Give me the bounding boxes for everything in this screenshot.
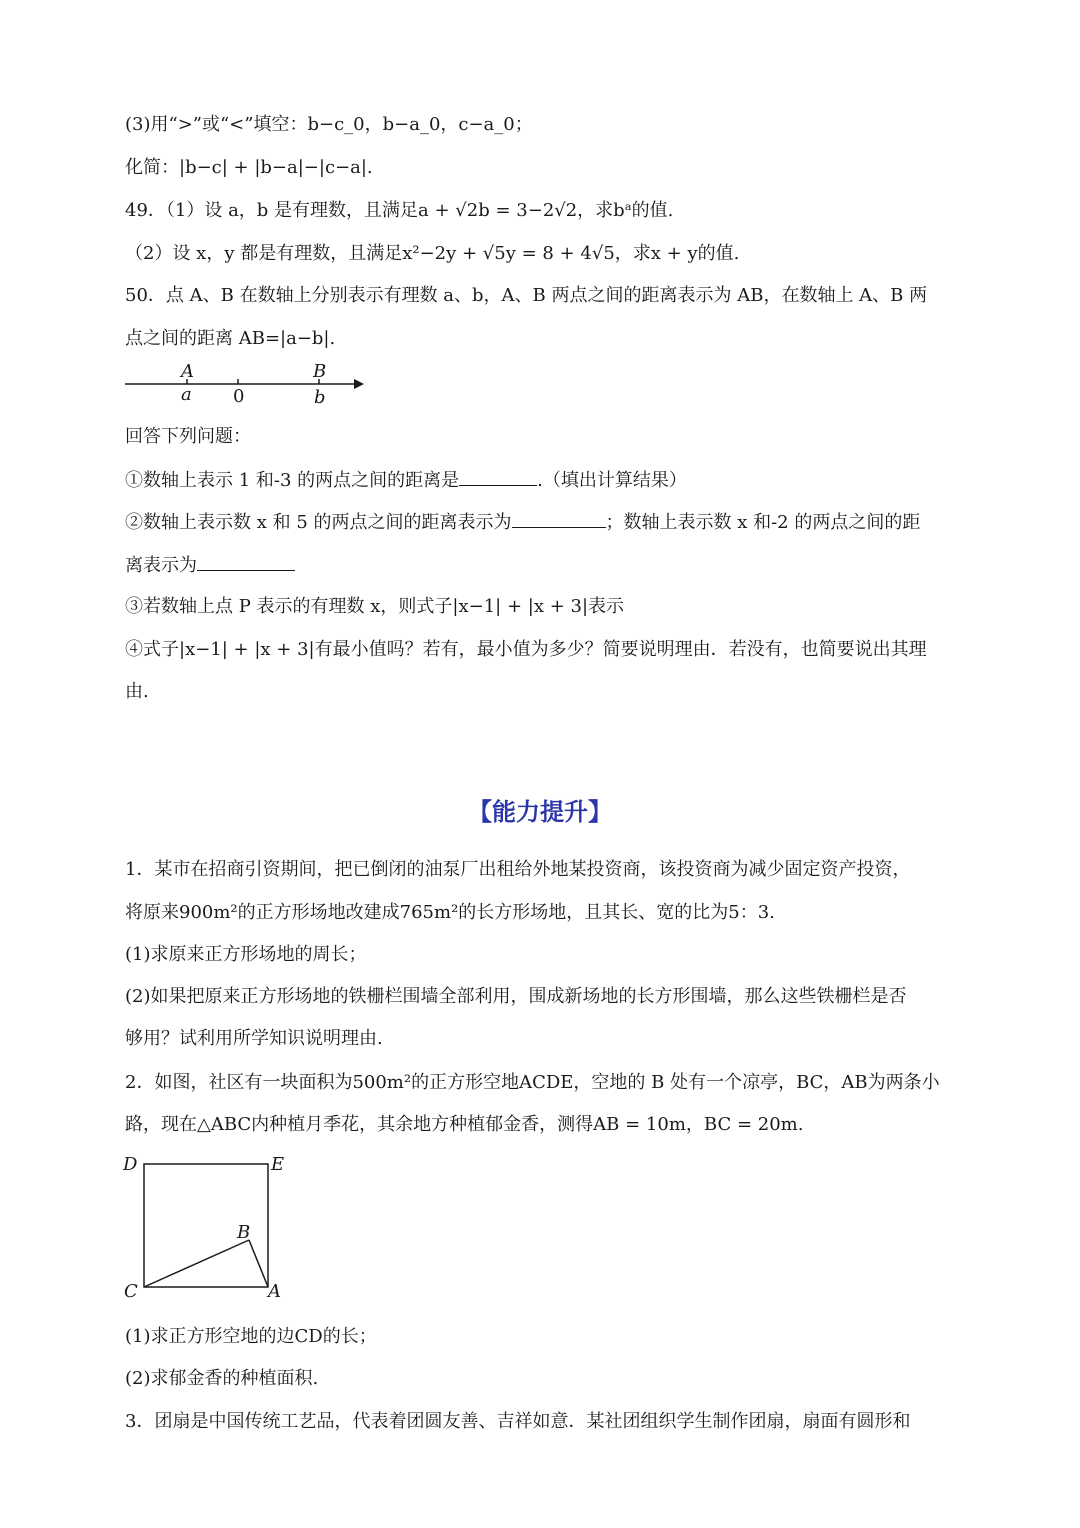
p1-question2-line1: (2)如果把原来正方形场地的铁栅栏围墙全部利用，围成新场地的长方形围墙，那么这些铁栅栏是否 xyxy=(125,986,907,1007)
label-a: a xyxy=(181,384,192,405)
q50-line1: 50．点 A、B 在数轴上分别表示有理数 a、b，A、B 两点之间的距离表示为 AB，在数轴上 A、B 两 xyxy=(125,285,928,306)
item2-blank2 xyxy=(197,552,295,571)
item-4-line2: 由. xyxy=(125,681,149,702)
label-B: B xyxy=(313,361,327,382)
p2-question1: (1)求正方形空地的边CD的长； xyxy=(125,1326,377,1347)
item-2 xyxy=(125,509,960,536)
item-2-line2 xyxy=(125,552,960,579)
item-1 xyxy=(125,467,960,494)
p2-line1: 2．如图，社区有一块面积为500m²的正方形空地ACDE，空地的 B 处有一个凉亭，BC，AB为两条小 xyxy=(125,1072,940,1093)
vertex-E: E xyxy=(271,1154,285,1175)
p1-line2: 将原来900m²的正方形场地改建成765m²的长方形场地，且其长、宽的比为5：3. xyxy=(125,902,775,923)
p2-line2: 路，现在△ABC内种植月季花，其余地方种植郁金香，测得AB = 10m，BC = 20m. xyxy=(125,1114,804,1135)
vertex-D: D xyxy=(123,1154,138,1175)
number-line-arrow-icon xyxy=(354,379,364,389)
square-figure xyxy=(118,1150,298,1305)
vertex-C: C xyxy=(124,1281,138,1302)
item2-line2-text: 离表示为 xyxy=(125,555,197,576)
item2-mid: ；数轴上表示数 x 和-2 的两点之间的距 xyxy=(605,512,921,533)
q49-part1: 49．（1）设 a，b 是有理数，且满足a + √2b = 3−2√2，求bᵃ的值. xyxy=(125,200,674,221)
p1-line1: 1．某市在招商引资期间，把已倒闭的油泵厂出租给外地某投资商，该投资商为减少固定资产投资， xyxy=(125,859,911,880)
p2-question2: (2)求郁金香的种植面积. xyxy=(125,1368,319,1389)
item-3: ③若数轴上点 P 表示的有理数 x，则式子|x−1| + |x + 3|表示 xyxy=(125,596,625,617)
item2-blank xyxy=(512,509,606,528)
path-BA xyxy=(249,1240,268,1287)
label-b: b xyxy=(314,387,326,408)
section-title: 【能力提升】 xyxy=(468,798,612,826)
number-line-figure xyxy=(120,358,380,410)
p3-line1: 3．团扇是中国传统工艺品，代表着团圆友善、吉祥如意．某社团组织学生制作团扇，扇面有圆形和 xyxy=(125,1411,911,1432)
q48-part3-line: (3)用“>”或“<”填空：b−c_0，b−a_0，c−a_0； xyxy=(125,114,533,135)
p1-question2-line2: 够用？试利用所学知识说明理由. xyxy=(125,1028,383,1049)
item-4-line1: ④式子|x−1| + |x + 3|有最小值吗？若有，最小值为多少？简要说明理由．若没有，也简要说出其理 xyxy=(125,639,927,660)
item2-text: ②数轴上表示数 x 和 5 的两点之间的距离表示为 xyxy=(125,512,512,533)
q50-line2: 点之间的距离 AB=|a−b|. xyxy=(125,328,336,349)
answer-prompt: 回答下列问题： xyxy=(125,426,251,447)
q48-simplify-line: 化简：|b−c| + |b−a|−|c−a|. xyxy=(125,157,373,178)
q49-part2: （2）设 x，y 都是有理数，且满足x²−2y + √5y = 8 + 4√5，求x + y的值. xyxy=(125,243,740,264)
label-zero: 0 xyxy=(233,386,245,407)
item1-tail: .（填出计算结果） xyxy=(537,470,687,491)
item1-blank xyxy=(459,467,537,486)
item1-text: ①数轴上表示 1 和-3 的两点之间的距离是 xyxy=(125,470,460,491)
path-CB xyxy=(144,1240,249,1287)
label-A: A xyxy=(181,361,194,382)
p1-question1: (1)求原来正方形场地的周长； xyxy=(125,944,367,965)
vertex-B: B xyxy=(237,1222,251,1243)
vertex-A: A xyxy=(268,1281,281,1302)
